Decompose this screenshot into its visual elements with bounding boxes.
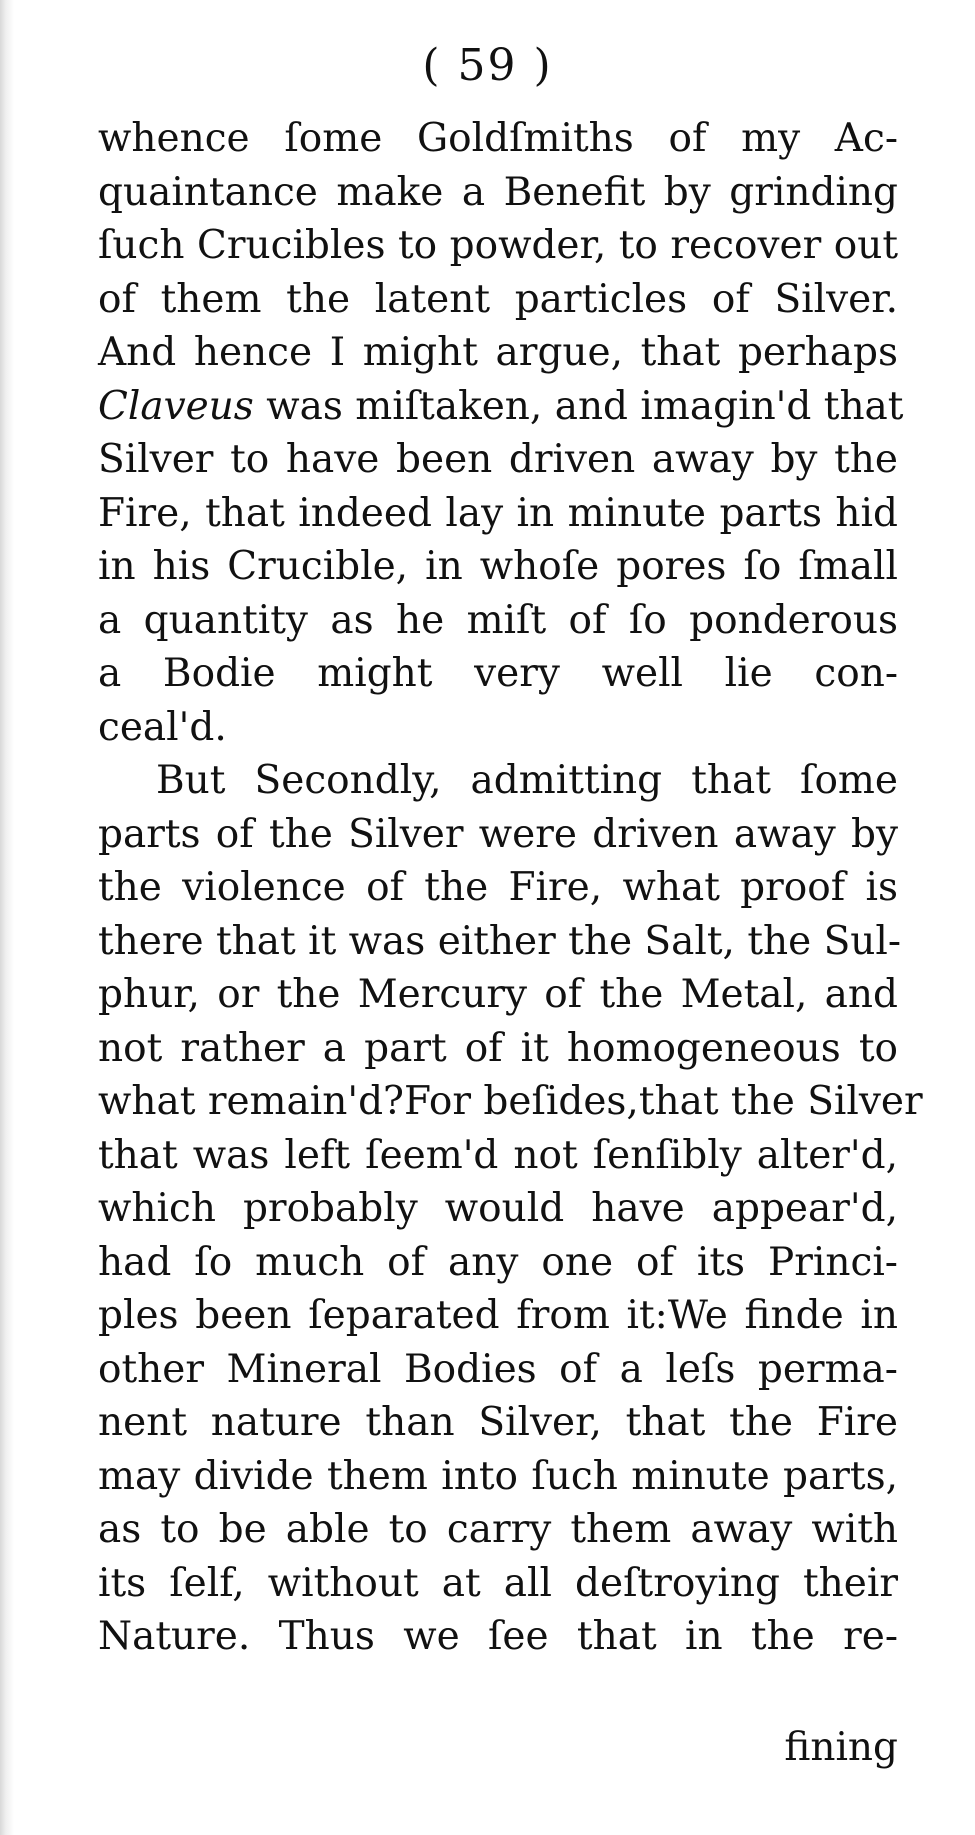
text-line: ples been ſeparated from it:We finde in <box>98 1293 898 1338</box>
text-line: But Secondly, admitting that ſome <box>156 758 898 803</box>
body-text <box>98 112 923 1664</box>
text-line: nent nature than Silver, that the Fire <box>98 1400 898 1445</box>
text-line: may divide them into ſuch minute parts, <box>98 1453 898 1499</box>
text-line: which probably would have appear'd, <box>98 1186 898 1231</box>
text-line-rest: was miſtaken, and imagin'd that <box>253 383 904 429</box>
text-line: what remain'd?For beſides,that the Silver <box>98 1079 923 1124</box>
text-line <box>98 380 904 434</box>
catchword: fining <box>784 1725 898 1770</box>
italic-name: Claveus <box>98 383 254 429</box>
text-line: its ſelf, without at all deſtroying their <box>98 1560 898 1606</box>
text-line: a Bodie might very well lie con- <box>98 651 898 696</box>
text-line: ſuch Crucibles to powder, to recover out <box>98 223 898 268</box>
text-line: whence ſome Goldſmiths of my Ac- <box>98 116 898 161</box>
text-line: of them the latent particles of Silver. <box>98 276 898 322</box>
text-line: other Mineral Bodies of a leſs perma- <box>98 1346 898 1392</box>
text-line: had ſo much of any one of its Princi- <box>98 1239 898 1285</box>
text-line: And hence I might argue, that perhaps <box>98 330 898 375</box>
text-line: that was left ſeem'd not ſenſibly alter'd, <box>98 1132 898 1178</box>
page-gutter-shadow <box>0 0 14 1835</box>
text-line: as to be able to carry them away with <box>98 1507 898 1552</box>
text-line: a quantity as he miſt of ſo ponderous <box>98 597 898 643</box>
text-line: phur, or the Mercury of the Metal, and <box>98 972 898 1017</box>
text-line: parts of the Silver were driven away by <box>98 811 898 857</box>
text-line: ceal'd. <box>98 704 227 750</box>
page-number: ( 59 ) <box>422 40 553 91</box>
text-line: quaintance make a Benefit by grinding <box>98 169 898 215</box>
text-line: not rather a part of it homogeneous to <box>98 1025 898 1071</box>
text-line: Nature. Thus we ſee that in the re- <box>98 1614 898 1659</box>
text-line: there that it was either the Salt, the Sul- <box>98 918 902 964</box>
text-line: Silver to have been driven away by the <box>98 437 898 482</box>
text-line: Fire, that indeed lay in minute parts hid <box>98 490 898 536</box>
text-line: in his Crucible, in whoſe pores ſo ſmall <box>98 544 898 589</box>
text-line: the violence of the Fire, what proof is <box>98 865 898 910</box>
